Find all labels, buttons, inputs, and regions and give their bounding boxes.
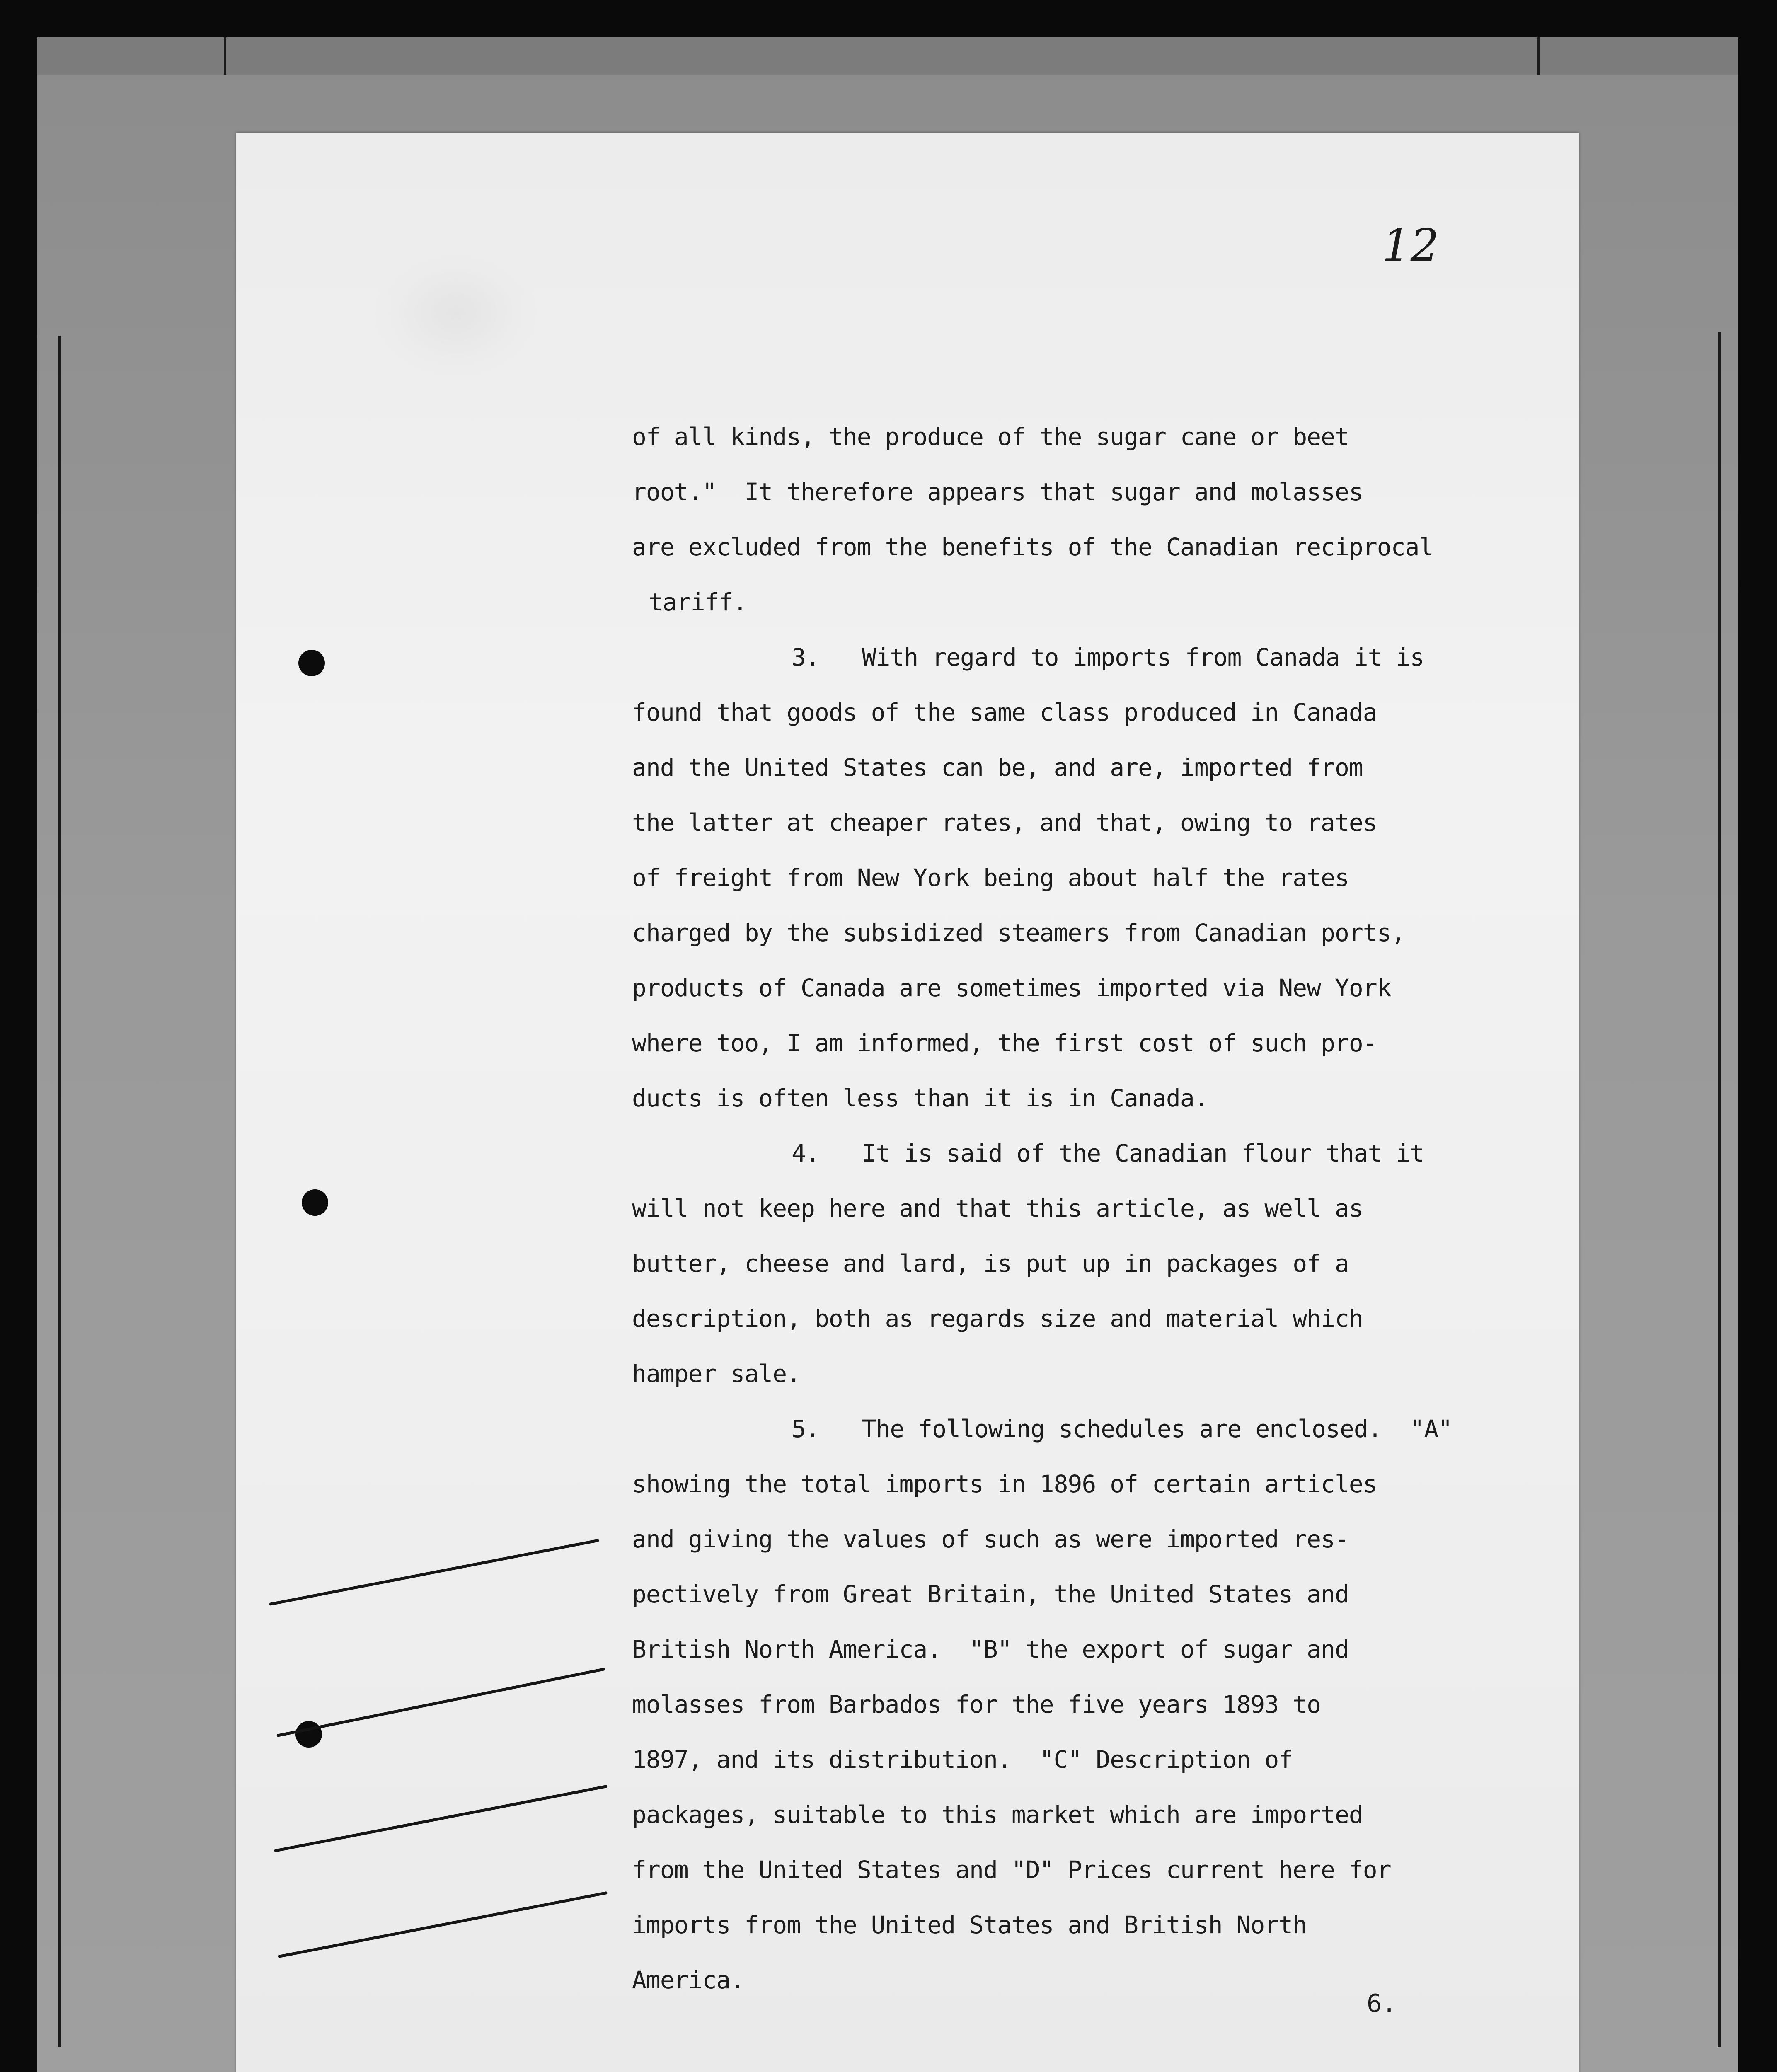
text-line: description, both as regards size and material which [632,1305,1363,1333]
embossed-seal-icon [375,249,537,377]
text-line: found that goods of the same class produced in Canada [632,698,1377,726]
text-line: hamper sale. [632,1360,801,1388]
text-line: from the United States and "D" Prices current here for [632,1856,1391,1884]
text-line: will not keep here and that this article, as well as [632,1194,1363,1222]
frame-rule-top-right [1537,37,1540,75]
text-line: of freight from New York being about half the rates [632,864,1349,892]
paragraph-5-start: 5. The following schedules are enclosed. "A" [792,1415,1453,1443]
text-line: molasses from Barbados for the five years 1893 to [632,1690,1321,1719]
text-line: British North America. "B" the export of sugar and [632,1635,1349,1663]
text-line: packages, suitable to this market which are imported [632,1801,1363,1829]
text-line: and giving the values of such as were imported res- [632,1525,1349,1553]
punch-hole-icon [295,1721,322,1748]
text-line: of all kinds, the produce of the sugar cane or beet [632,423,1349,451]
text-line: 1897, and its distribution. "C" Description of [632,1745,1293,1774]
letter-body [632,409,1585,2008]
text-line: are excluded from the benefits of the Canadian reciprocal [632,533,1433,561]
text-line: charged by the subsidized steamers from Canadian ports, [632,919,1405,947]
punch-hole-icon [298,650,325,676]
text-line: ducts is often less than it is in Canada. [632,1084,1208,1112]
page-number: 12 [1382,220,1439,271]
text-line: showing the total imports in 1896 of certain articles [632,1470,1377,1498]
text-line: imports from the United States and British North [632,1911,1307,1939]
continuation-marker: 6. [1367,1989,1397,2018]
text-line: and the United States can be, and are, imported from [632,753,1363,782]
text-line: root." It therefore appears that sugar and molasses [632,478,1363,506]
text-line: the latter at cheaper rates, and that, owing to rates [632,808,1377,837]
punch-hole-icon [302,1189,328,1216]
text-line: where too, I am informed, the first cost of such pro- [632,1029,1377,1057]
frame-rule-right [1718,332,1721,2047]
frame-rule-left [58,336,61,2047]
paragraph-3-start: 3. With regard to imports from Canada it is [792,643,1424,671]
text-line: butter, cheese and lard, is put up in packages of a [632,1249,1349,1278]
frame-rule-top-left [224,37,226,75]
paragraph-4-start: 4. It is said of the Canadian flour that it [792,1139,1424,1167]
text-line: pectively from Great Britain, the United States and [632,1580,1349,1608]
text-line: products of Canada are sometimes imported via New York [632,974,1391,1002]
text-line: tariff. [649,588,747,616]
frame-top-bar [37,37,1738,75]
text-line: America. [632,1966,745,1994]
